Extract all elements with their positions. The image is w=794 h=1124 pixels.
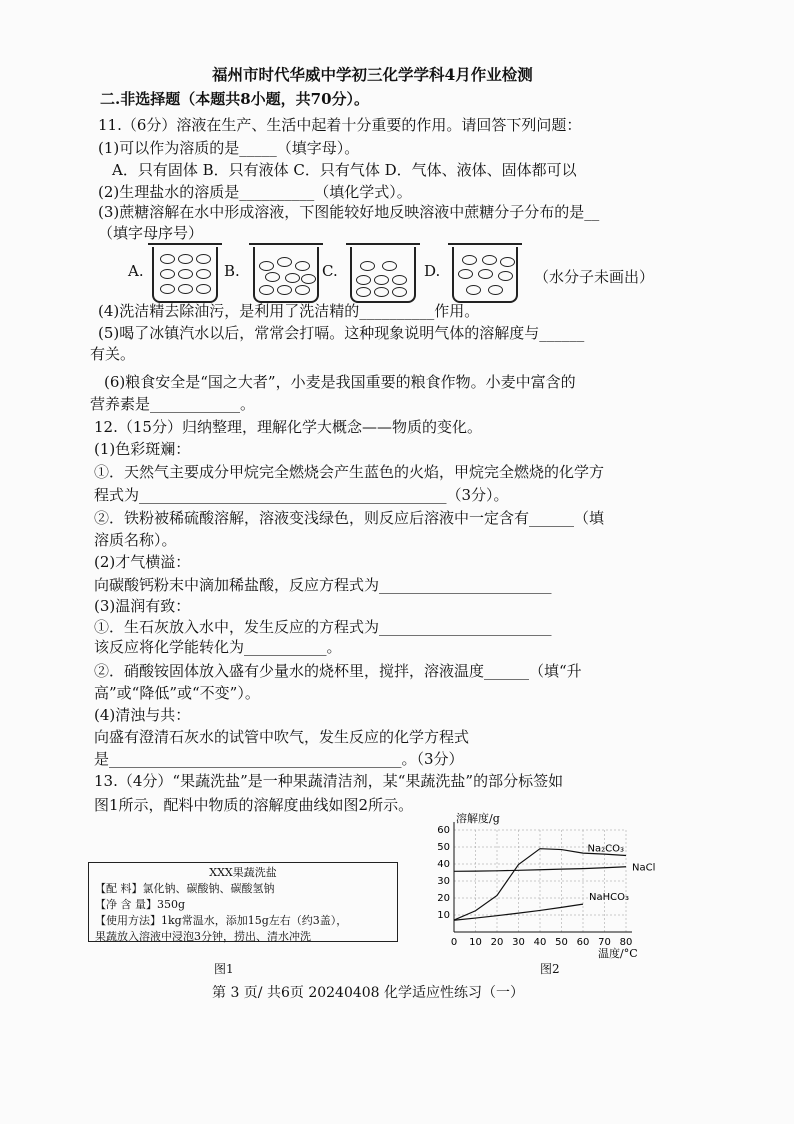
q12-sub4-line1: 向盛有澄清石灰水的试管中吹气，发生反应的化学方程式 (94, 728, 470, 746)
x-tick-label: 70 (598, 937, 611, 948)
q12-sub3b-line2: 高”或“降低”或“不变”）。 (94, 684, 260, 702)
series-label-0: Na₂CO₃ (587, 843, 624, 855)
y-axis-label: 溶解度/g (456, 812, 500, 825)
q12-sub3a-line1: ①．生石灰放入水中，发生反应的方程式为_______________________ (94, 618, 552, 636)
q12-sub1a-line1: ①．天然气主要成分甲烷完全燃烧会产生蓝色的火焰，甲烷完全燃烧的化学方 (94, 463, 605, 481)
solubility-chart (420, 812, 680, 962)
q12-sub4-line2: 是_______________________________________。（3分） (94, 750, 464, 768)
q13-line2: 图1所示，配料中物质的溶解度曲线如图2所示。 (94, 796, 414, 814)
q12-sub1b-line2: 溶质名称）。 (94, 531, 177, 549)
beaker-label-c: C. (322, 262, 338, 280)
q11-part6-line1: (6)粮食安全是“国之大者”，小麦是我国重要的粮食作物。小麦中富含的 (104, 373, 576, 391)
beaker-note: （水分子未画出） (534, 268, 655, 286)
q11-part1-options: A．只有固体 B．只有液体 C．只有气体 D．气体、液体、固体都可以 (112, 161, 577, 179)
q12-sub2-text: 向碳酸钙粉末中滴加稀盐酸，反应方程式为_______________________ (94, 576, 552, 594)
label-ingredients: 【配 料】氯化钠、碳酸钠、碳酸氢钠 (95, 882, 275, 895)
x-tick-label: 80 (619, 937, 633, 948)
beaker-a (152, 247, 218, 303)
beaker-label-b: B. (224, 262, 240, 280)
series-label-2: NaHCO₃ (589, 892, 629, 904)
y-tick-label: 60 (437, 825, 450, 836)
q12-sub2-heading: (2)才气横溢： (94, 553, 191, 571)
page-title: 福州市时代华威中学初三化学学科4月作业检测 (212, 65, 533, 84)
beaker-d (452, 247, 518, 303)
y-tick-label: 30 (437, 876, 450, 887)
product-label-box (88, 862, 398, 942)
q12-sub1b-line1: ②．铁粉被稀硫酸溶解，溶液变浅绿色，则反应后溶液中一定含有______（填 (94, 509, 605, 527)
label-net-content: 【净 含 量】350g (95, 898, 186, 911)
q12-sub4-heading: (4)清浊与共： (94, 706, 191, 724)
x-tick-label: 50 (555, 937, 568, 948)
page-footer: 第 3 页/ 共6页 20240408 化学适应性练习（一） (212, 985, 525, 1001)
beaker-c (350, 247, 416, 303)
y-tick-label: 10 (437, 910, 450, 921)
y-tick-label: 40 (437, 859, 450, 870)
y-tick-label: 50 (437, 842, 450, 853)
q13-line1: 13.（4分）“果蔬洗盐”是一种果蔬清洁剂，某“果蔬洗盐”的部分标签如 (94, 772, 564, 790)
beaker-label-a: A. (128, 262, 144, 280)
figure1-caption: 图1 (214, 962, 234, 976)
q11-part5-line1: (5)喝了冰镇汽水以后，常常会打嗝。这种现象说明气体的溶解度与______ (98, 324, 585, 342)
q11-part4: (4)洗洁精去除油污，是利用了洗洁精的__________作用。 (98, 302, 480, 320)
q12-sub1a-line2: 程式为_________________________________________（3分）。 (94, 486, 509, 504)
x-tick-label: 0 (450, 937, 458, 948)
label-usage-line1: 【使用方法】1kg常温水，添加15g左右（约3盖）， (95, 914, 348, 927)
x-tick-label: 60 (576, 937, 590, 948)
figure2-caption: 图2 (540, 962, 560, 976)
q11-part1: (1)可以作为溶质的是_____（填字母）。 (98, 139, 360, 157)
q12-sub3b-line1: ②．硝酸铵固体放入盛有少量水的烧杯里，搅拌，溶液温度______（填“升 (94, 662, 582, 680)
q11-part2: (2)生理盐水的溶质是__________（填化学式）。 (98, 183, 412, 201)
q11-part6-line2: 营养素是____________。 (90, 395, 256, 413)
beaker-b (253, 247, 319, 303)
q11-part3-line1: (3)蔗糖溶解在水中形成溶液，下图能较好地反映溶液中蔗糖分子分布的是__ (98, 203, 600, 221)
y-tick-label: 20 (437, 893, 450, 904)
q12-intro: 12.（15分）归纳整理，理解化学大概念——物质的变化。 (94, 418, 482, 436)
series-label-1: NaCl (632, 862, 656, 874)
q11-part3-line2: （填字母序号） (98, 224, 204, 242)
q12-sub3a-line2: 该反应将化学能转化为___________。 (94, 638, 342, 656)
label-usage-line2: 果蔬放入溶液中浸泡3分钟，捞出、清水冲洗 (95, 930, 311, 943)
x-tick-label: 40 (533, 937, 547, 948)
section-heading: 二.非选择题（本题共8小题，共70分）。 (100, 90, 370, 108)
q11-part5-line2: 有关。 (90, 345, 136, 363)
q12-sub1-heading: (1)色彩斑斓： (94, 440, 191, 458)
x-axis-label: 温度/°C (598, 947, 638, 960)
q12-sub3-heading: (3)温润有致： (94, 597, 191, 615)
x-tick-label: 20 (490, 937, 504, 948)
q11-intro: 11.（6分）溶液在生产、生活中起着十分重要的作用。请回答下列问题： (98, 116, 582, 134)
beaker-label-d: D. (424, 262, 441, 280)
x-tick-label: 10 (469, 937, 482, 948)
x-tick-label: 30 (512, 937, 525, 948)
label-title: XXX果蔬洗盐 (209, 866, 277, 879)
